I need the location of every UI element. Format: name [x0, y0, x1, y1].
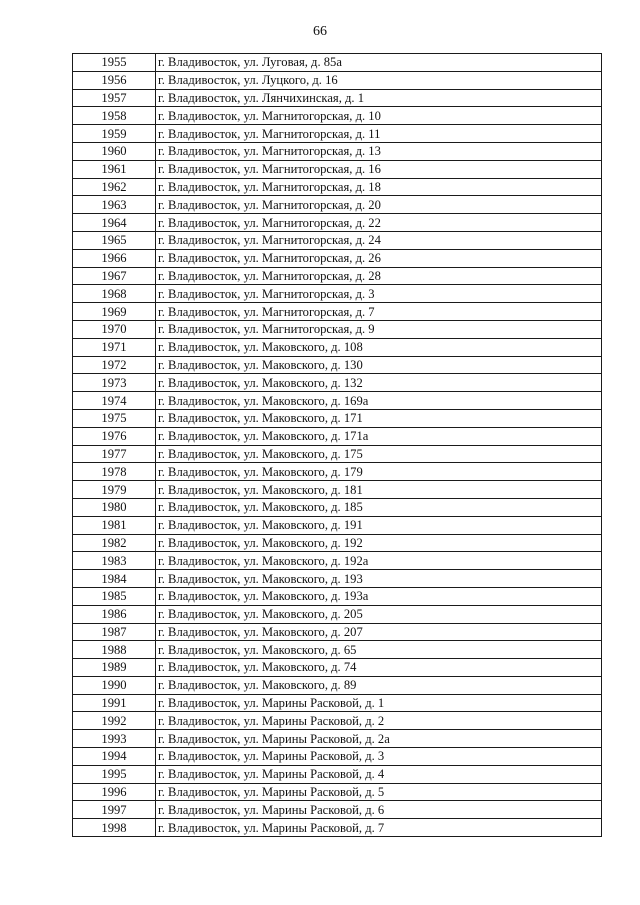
- row-address: г. Владивосток, ул. Маковского, д. 179: [156, 463, 602, 481]
- table-row: [73, 303, 602, 321]
- page-number: 66: [313, 24, 327, 39]
- row-number: 1997: [73, 801, 156, 819]
- row-address: г. Владивосток, ул. Маковского, д. 181: [156, 481, 602, 499]
- row-address: г. Владивосток, ул. Магнитогорская, д. 13: [156, 142, 602, 160]
- row-address: г. Владивосток, ул. Магнитогорская, д. 22: [156, 214, 602, 232]
- table-row: [73, 196, 602, 214]
- row-number: 1971: [73, 338, 156, 356]
- row-number: 1957: [73, 89, 156, 107]
- row-number: 1965: [73, 231, 156, 249]
- table-row: [73, 730, 602, 748]
- table-row: [73, 249, 602, 267]
- row-address: г. Владивосток, ул. Маковского, д. 192: [156, 534, 602, 552]
- row-number: 1984: [73, 570, 156, 588]
- row-number: 1964: [73, 214, 156, 232]
- row-number: 1976: [73, 427, 156, 445]
- table-row: [73, 659, 602, 677]
- table-row: [73, 587, 602, 605]
- row-address: г. Владивосток, ул. Маковского, д. 89: [156, 676, 602, 694]
- table-row: [73, 409, 602, 427]
- table-row: [73, 427, 602, 445]
- row-address: г. Владивосток, ул. Маковского, д. 171: [156, 409, 602, 427]
- row-number: 1974: [73, 392, 156, 410]
- row-address: г. Владивосток, ул. Маковского, д. 192а: [156, 552, 602, 570]
- table-row: [73, 54, 602, 72]
- table-row: [73, 338, 602, 356]
- row-address: г. Владивосток, ул. Маковского, д. 205: [156, 605, 602, 623]
- row-address: г. Владивосток, ул. Лянчихинская, д. 1: [156, 89, 602, 107]
- table-row: [73, 374, 602, 392]
- row-number: 1987: [73, 623, 156, 641]
- table-row: [73, 107, 602, 125]
- row-address: г. Владивосток, ул. Магнитогорская, д. 20: [156, 196, 602, 214]
- row-address: г. Владивосток, ул. Маковского, д. 175: [156, 445, 602, 463]
- table-row: [73, 783, 602, 801]
- row-number: 1961: [73, 160, 156, 178]
- row-address: г. Владивосток, ул. Магнитогорская, д. 7: [156, 303, 602, 321]
- row-address: г. Владивосток, ул. Маковского, д. 74: [156, 659, 602, 677]
- table-row: [73, 676, 602, 694]
- table-row: [73, 160, 602, 178]
- row-address: г. Владивосток, ул. Магнитогорская, д. 3: [156, 285, 602, 303]
- row-number: 1958: [73, 107, 156, 125]
- row-address: г. Владивосток, ул. Луцкого, д. 16: [156, 71, 602, 89]
- row-address: г. Владивосток, ул. Маковского, д. 171а: [156, 427, 602, 445]
- row-number: 1972: [73, 356, 156, 374]
- row-number: 1989: [73, 659, 156, 677]
- row-address: г. Владивосток, ул. Маковского, д. 191: [156, 516, 602, 534]
- row-address: г. Владивосток, ул. Марины Расковой, д. 2: [156, 712, 602, 730]
- table-row: [73, 231, 602, 249]
- table-row: [73, 481, 602, 499]
- table-row: [73, 534, 602, 552]
- row-address: г. Владивосток, ул. Магнитогорская, д. 9: [156, 320, 602, 338]
- row-address: г. Владивосток, ул. Маковского, д. 185: [156, 498, 602, 516]
- table-row: [73, 641, 602, 659]
- row-number: 1985: [73, 587, 156, 605]
- table-row: [73, 356, 602, 374]
- row-number: 1962: [73, 178, 156, 196]
- row-address: г. Владивосток, ул. Марины Расковой, д. 6: [156, 801, 602, 819]
- row-number: 1995: [73, 765, 156, 783]
- table-row: [73, 552, 602, 570]
- row-number: 1991: [73, 694, 156, 712]
- table-row: [73, 285, 602, 303]
- row-address: г. Владивосток, ул. Маковского, д. 132: [156, 374, 602, 392]
- row-number: 1993: [73, 730, 156, 748]
- table-row: [73, 142, 602, 160]
- row-number: 1996: [73, 783, 156, 801]
- table-row: [73, 71, 602, 89]
- row-number: 1955: [73, 54, 156, 72]
- table-row: [73, 516, 602, 534]
- row-address: г. Владивосток, ул. Магнитогорская, д. 10: [156, 107, 602, 125]
- address-table-body: [73, 54, 602, 837]
- table-row: [73, 125, 602, 143]
- row-number: 1968: [73, 285, 156, 303]
- table-row: [73, 320, 602, 338]
- row-address: г. Владивосток, ул. Маковского, д. 207: [156, 623, 602, 641]
- row-address: г. Владивосток, ул. Маковского, д. 65: [156, 641, 602, 659]
- row-number: 1994: [73, 748, 156, 766]
- row-number: 1973: [73, 374, 156, 392]
- row-address: г. Владивосток, ул. Марины Расковой, д. 1: [156, 694, 602, 712]
- row-address: г. Владивосток, ул. Маковского, д. 169а: [156, 392, 602, 410]
- table-row: [73, 712, 602, 730]
- table-row: [73, 694, 602, 712]
- row-number: 1960: [73, 142, 156, 160]
- table-row: [73, 748, 602, 766]
- row-address: г. Владивосток, ул. Маковского, д. 193а: [156, 587, 602, 605]
- table-row: [73, 623, 602, 641]
- row-number: 1982: [73, 534, 156, 552]
- row-address: г. Владивосток, ул. Магнитогорская, д. 16: [156, 160, 602, 178]
- row-number: 1978: [73, 463, 156, 481]
- row-number: 1970: [73, 320, 156, 338]
- row-number: 1966: [73, 249, 156, 267]
- table-row: [73, 570, 602, 588]
- row-address: г. Владивосток, ул. Магнитогорская, д. 28: [156, 267, 602, 285]
- table-row: [73, 445, 602, 463]
- row-address: г. Владивосток, ул. Марины Расковой, д. 5: [156, 783, 602, 801]
- row-address: г. Владивосток, ул. Магнитогорская, д. 24: [156, 231, 602, 249]
- row-number: 1975: [73, 409, 156, 427]
- row-number: 1977: [73, 445, 156, 463]
- row-address: г. Владивосток, ул. Луговая, д. 85а: [156, 54, 602, 72]
- row-number: 1967: [73, 267, 156, 285]
- row-number: 1990: [73, 676, 156, 694]
- row-number: 1959: [73, 125, 156, 143]
- row-address: г. Владивосток, ул. Маковского, д. 130: [156, 356, 602, 374]
- row-number: 1986: [73, 605, 156, 623]
- table-row: [73, 819, 602, 837]
- table-row: [73, 178, 602, 196]
- row-address: г. Владивосток, ул. Маковского, д. 193: [156, 570, 602, 588]
- row-address: г. Владивосток, ул. Марины Расковой, д. 7: [156, 819, 602, 837]
- row-number: 1981: [73, 516, 156, 534]
- row-number: 1980: [73, 498, 156, 516]
- table-row: [73, 89, 602, 107]
- table-row: [73, 214, 602, 232]
- row-address: г. Владивосток, ул. Марины Расковой, д. 4: [156, 765, 602, 783]
- table-row: [73, 765, 602, 783]
- row-number: 1998: [73, 819, 156, 837]
- row-address: г. Владивосток, ул. Марины Расковой, д. 3: [156, 748, 602, 766]
- table-row: [73, 605, 602, 623]
- row-number: 1988: [73, 641, 156, 659]
- row-address: г. Владивосток, ул. Маковского, д. 108: [156, 338, 602, 356]
- row-number: 1979: [73, 481, 156, 499]
- table-row: [73, 392, 602, 410]
- row-address: г. Владивосток, ул. Магнитогорская, д. 18: [156, 178, 602, 196]
- table-row: [73, 267, 602, 285]
- table-row: [73, 463, 602, 481]
- address-table: [72, 53, 602, 837]
- table-row: [73, 498, 602, 516]
- row-number: 1956: [73, 71, 156, 89]
- row-address: г. Владивосток, ул. Магнитогорская, д. 11: [156, 125, 602, 143]
- row-number: 1992: [73, 712, 156, 730]
- row-number: 1969: [73, 303, 156, 321]
- row-number: 1983: [73, 552, 156, 570]
- row-address: г. Владивосток, ул. Магнитогорская, д. 26: [156, 249, 602, 267]
- table-row: [73, 801, 602, 819]
- row-number: 1963: [73, 196, 156, 214]
- row-address: г. Владивосток, ул. Марины Расковой, д. 2а: [156, 730, 602, 748]
